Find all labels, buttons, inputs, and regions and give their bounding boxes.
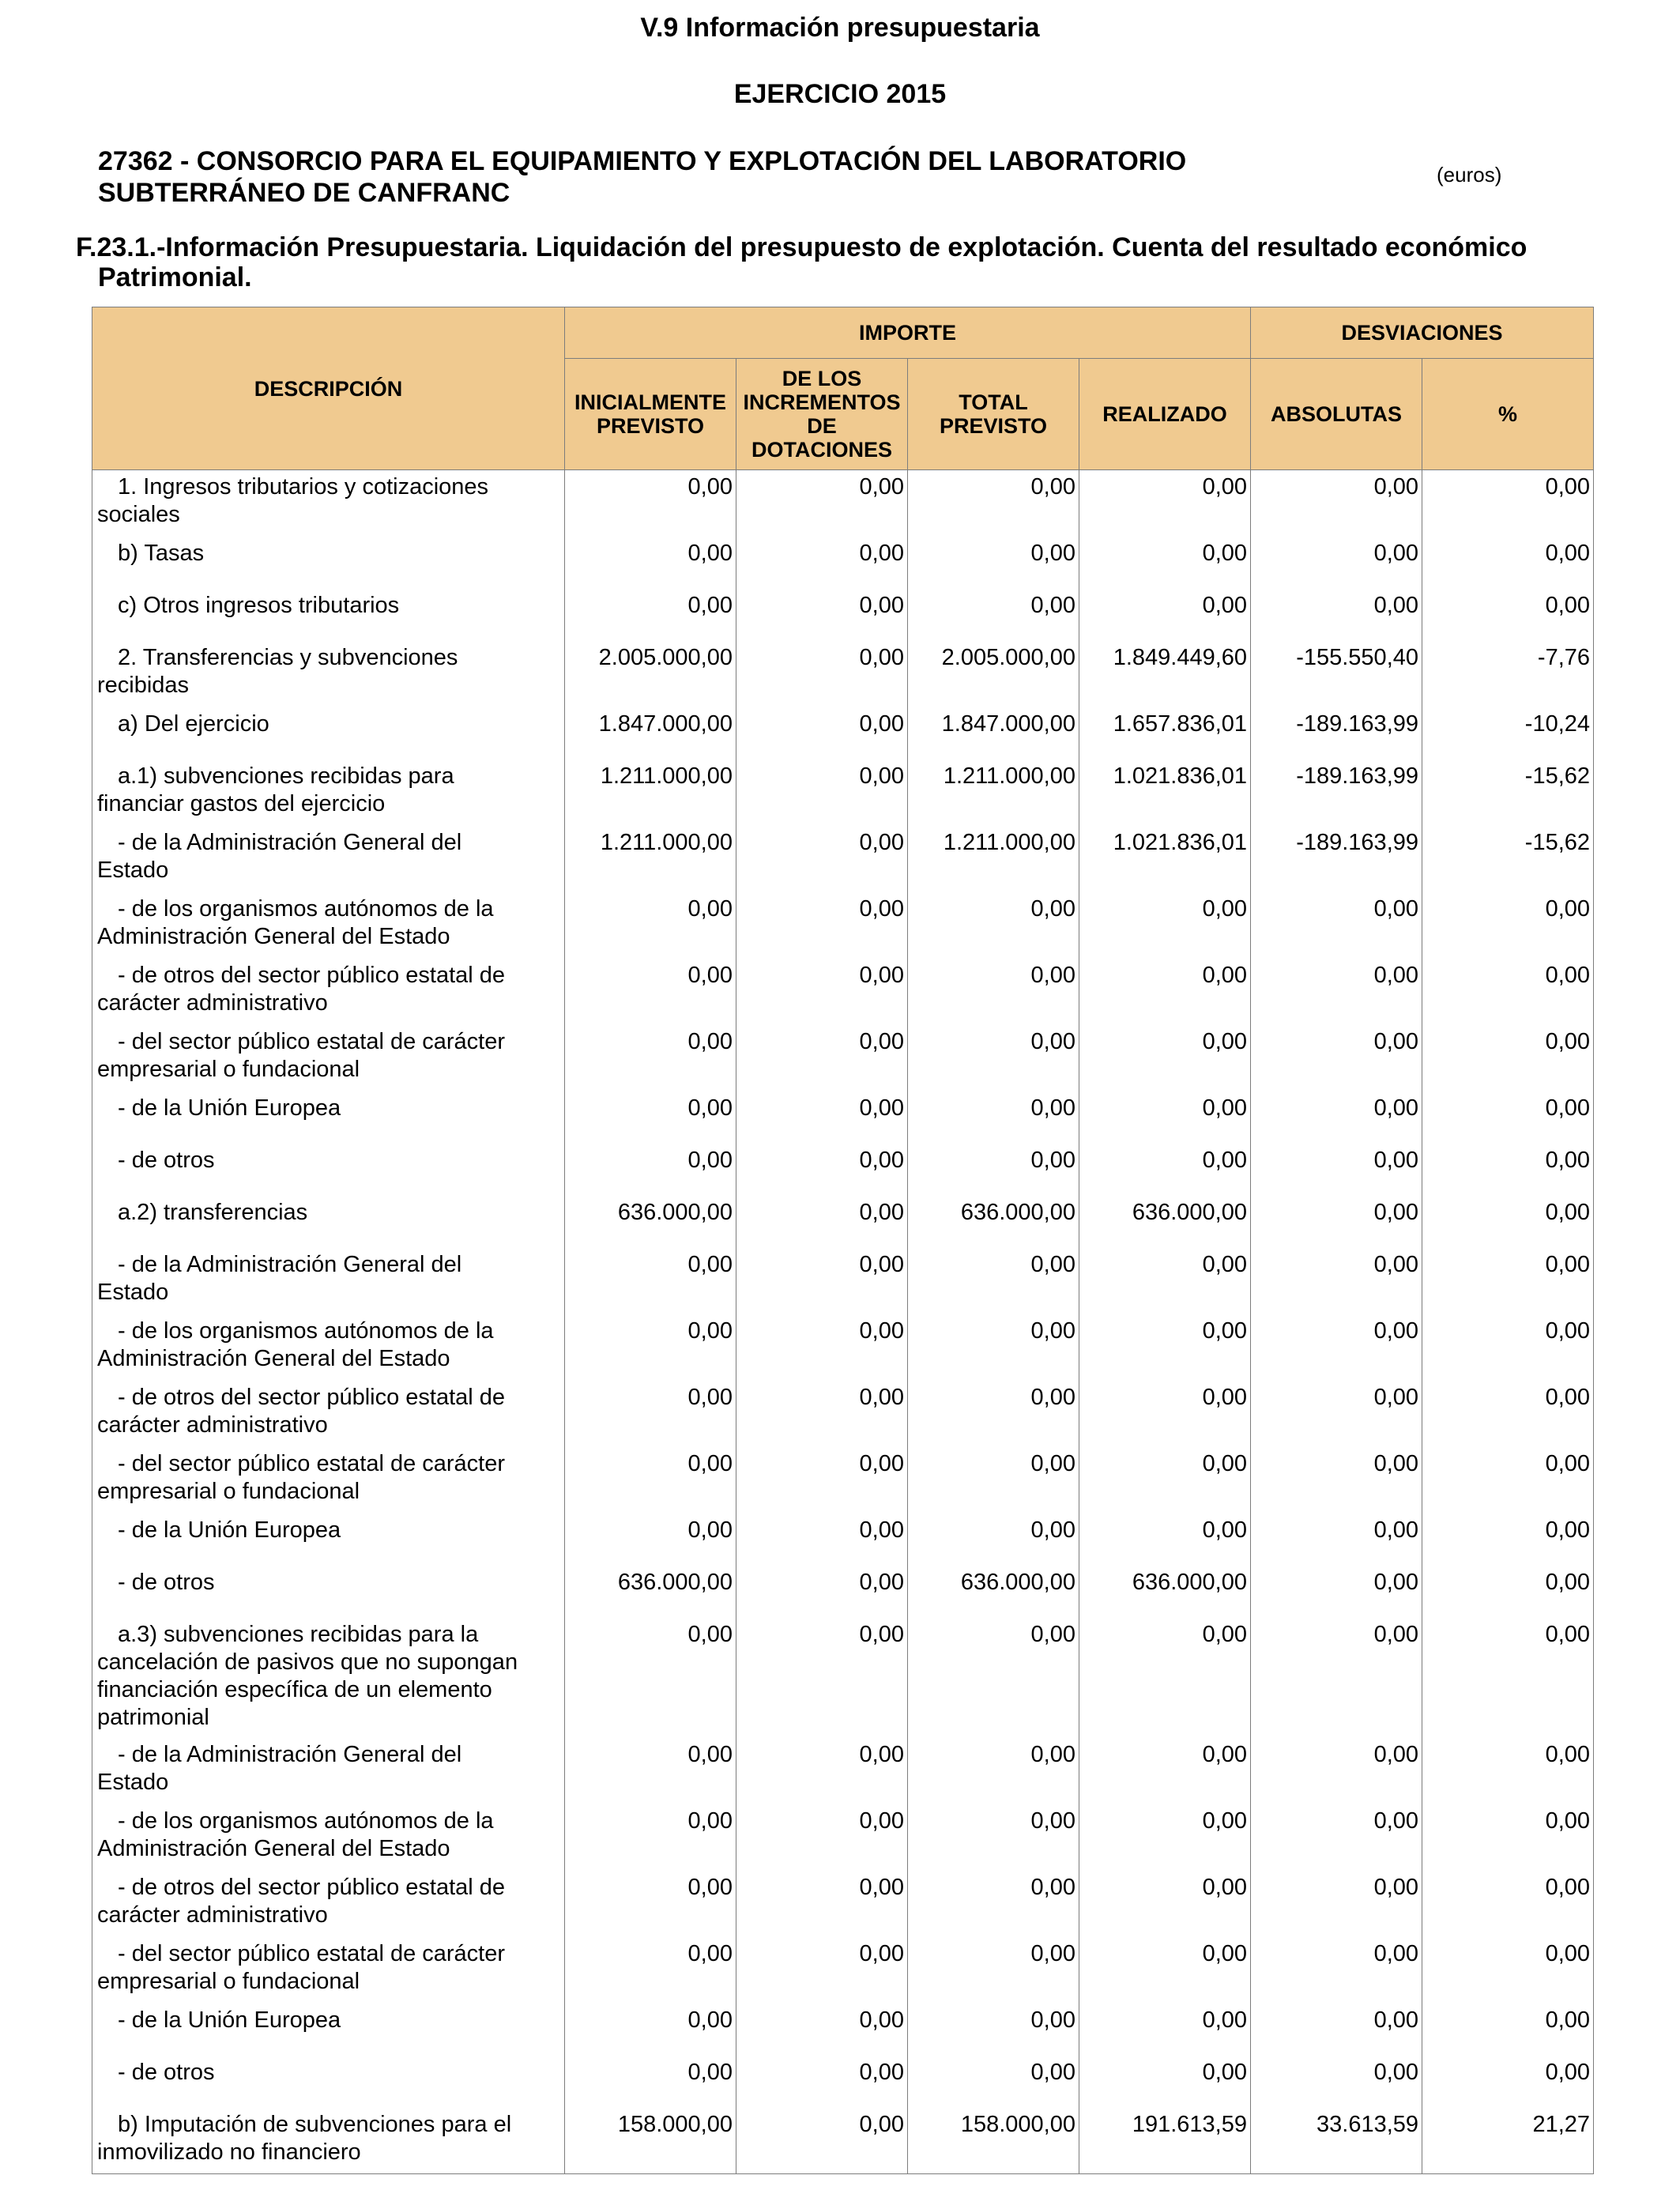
cell-inicialmente-previsto: 0,00 <box>565 1514 736 1566</box>
section-title: V.9 Información presupuestaria <box>640 13 1040 43</box>
cell-incrementos: 0,00 <box>736 2004 908 2056</box>
cell-total-previsto: 1.211.000,00 <box>908 826 1079 892</box>
cell-incrementos: 0,00 <box>736 1196 908 1248</box>
cell-incrementos: 0,00 <box>736 1381 908 1447</box>
cell-total-previsto: 0,00 <box>908 470 1079 537</box>
row-description-continuation: Administración General del Estado <box>97 1345 450 1371</box>
table-row <box>92 1248 1594 1314</box>
col-header-pct: % <box>1422 359 1594 470</box>
row-description-first-line: b) Tasas <box>118 540 205 566</box>
col-header-total-previsto: TOTAL PREVISTO <box>908 359 1079 470</box>
cell-realizado: 0,00 <box>1079 1248 1251 1314</box>
cell-total-previsto: 0,00 <box>908 2056 1079 2108</box>
table-row <box>92 1937 1594 2004</box>
cell-absolutas: 0,00 <box>1251 589 1422 641</box>
cell-pct: 0,00 <box>1422 1314 1594 1381</box>
row-description-continuation: empresarial o fundacional <box>97 1056 360 1082</box>
cell-pct: 0,00 <box>1422 1091 1594 1144</box>
cell-pct: 0,00 <box>1422 1566 1594 1618</box>
cell-inicialmente-previsto: 0,00 <box>565 1314 736 1381</box>
cell-realizado: 1.021.836,01 <box>1079 826 1251 892</box>
cell-absolutas: 0,00 <box>1251 1514 1422 1566</box>
cell-incrementos: 0,00 <box>736 537 908 589</box>
cell-incrementos: 0,00 <box>736 1248 908 1314</box>
table-row <box>92 1144 1594 1196</box>
cell-total-previsto: 0,00 <box>908 1248 1079 1314</box>
cell-absolutas: 0,00 <box>1251 1091 1422 1144</box>
table-row <box>92 826 1594 892</box>
row-description <box>92 589 565 641</box>
cell-inicialmente-previsto: 0,00 <box>565 1381 736 1447</box>
cell-realizado: 0,00 <box>1079 1144 1251 1196</box>
row-description <box>92 1514 565 1566</box>
cell-incrementos: 0,00 <box>736 1091 908 1144</box>
row-description-continuation: Estado <box>97 1279 169 1305</box>
row-description-continuation: Administración General del Estado <box>97 923 450 949</box>
cell-pct: -15,62 <box>1422 760 1594 826</box>
cell-total-previsto: 0,00 <box>908 589 1079 641</box>
cell-realizado: 0,00 <box>1079 1091 1251 1144</box>
cell-realizado: 0,00 <box>1079 589 1251 641</box>
cell-inicialmente-previsto: 0,00 <box>565 1091 736 1144</box>
cell-total-previsto: 0,00 <box>908 959 1079 1025</box>
cell-absolutas: 0,00 <box>1251 892 1422 959</box>
cell-absolutas: 0,00 <box>1251 2056 1422 2108</box>
cell-realizado: 0,00 <box>1079 2004 1251 2056</box>
cell-total-previsto: 0,00 <box>908 1144 1079 1196</box>
row-description <box>92 1248 565 1314</box>
cell-absolutas: 0,00 <box>1251 1196 1422 1248</box>
cell-pct: 0,00 <box>1422 2056 1594 2108</box>
table-row <box>92 892 1594 959</box>
cell-incrementos: 0,00 <box>736 707 908 760</box>
cell-incrementos: 0,00 <box>736 1144 908 1196</box>
cell-incrementos: 0,00 <box>736 826 908 892</box>
row-description <box>92 2056 565 2108</box>
cell-incrementos: 0,00 <box>736 2108 908 2174</box>
row-description-continuation: Estado <box>97 857 169 883</box>
table-row <box>92 707 1594 760</box>
row-description <box>92 1025 565 1091</box>
col-header-absolutas: ABSOLUTAS <box>1251 359 1422 470</box>
cell-pct: 0,00 <box>1422 892 1594 959</box>
cell-inicialmente-previsto: 0,00 <box>565 1447 736 1514</box>
row-description <box>92 1804 565 1871</box>
cell-pct: 0,00 <box>1422 1871 1594 1937</box>
row-description-continuation: empresarial o fundacional <box>97 1478 360 1504</box>
col-header-incrementos: DE LOS INCREMENTOS DE DOTACIONES <box>736 359 908 470</box>
cell-total-previsto: 0,00 <box>908 892 1079 959</box>
table-row <box>92 1566 1594 1618</box>
row-description <box>92 892 565 959</box>
table-row <box>92 959 1594 1025</box>
table-row <box>92 1871 1594 1937</box>
cell-inicialmente-previsto: 0,00 <box>565 1144 736 1196</box>
row-description-first-line: c) Otros ingresos tributarios <box>118 592 400 618</box>
cell-inicialmente-previsto: 0,00 <box>565 470 736 537</box>
cell-total-previsto: 636.000,00 <box>908 1566 1079 1618</box>
cell-incrementos: 0,00 <box>736 1025 908 1091</box>
cell-pct: 21,27 <box>1422 2108 1594 2174</box>
cell-realizado: 0,00 <box>1079 1618 1251 1738</box>
cell-incrementos: 0,00 <box>736 1447 908 1514</box>
cell-absolutas: 0,00 <box>1251 1248 1422 1314</box>
row-description-continuation: financiar gastos del ejercicio <box>97 790 386 816</box>
cell-total-previsto: 0,00 <box>908 537 1079 589</box>
cell-absolutas: 0,00 <box>1251 1618 1422 1738</box>
row-description-first-line: a) Del ejercicio <box>118 711 269 737</box>
cell-realizado: 0,00 <box>1079 1314 1251 1381</box>
row-description <box>92 1937 565 2004</box>
entity-name <box>98 145 1331 209</box>
cell-absolutas: 0,00 <box>1251 1804 1422 1871</box>
exercise-title: EJERCICIO 2015 <box>733 79 947 109</box>
cell-absolutas: 33.613,59 <box>1251 2108 1422 2174</box>
row-description-first-line: - del sector público estatal de carácter <box>118 1940 506 1966</box>
cell-pct: 0,00 <box>1422 1144 1594 1196</box>
row-description-first-line: - de la Administración General del <box>118 1251 462 1277</box>
cell-realizado: 0,00 <box>1079 1738 1251 1804</box>
cell-pct: 0,00 <box>1422 1025 1594 1091</box>
cell-realizado: 1.021.836,01 <box>1079 760 1251 826</box>
row-description <box>92 2004 565 2056</box>
cell-inicialmente-previsto: 0,00 <box>565 1871 736 1937</box>
cell-inicialmente-previsto: 1.847.000,00 <box>565 707 736 760</box>
cell-total-previsto: 1.847.000,00 <box>908 707 1079 760</box>
cell-pct: 0,00 <box>1422 1381 1594 1447</box>
cell-pct: 0,00 <box>1422 2004 1594 2056</box>
cell-incrementos: 0,00 <box>736 641 908 707</box>
entity-name-line1: 27362 - CONSORCIO PARA EL EQUIPAMIENTO Y EXPLOTACIÓN DEL LABORATORIO <box>98 146 1187 176</box>
cell-absolutas: -155.550,40 <box>1251 641 1422 707</box>
cell-pct: 0,00 <box>1422 1196 1594 1248</box>
cell-realizado: 0,00 <box>1079 2056 1251 2108</box>
cell-pct: 0,00 <box>1422 537 1594 589</box>
cell-inicialmente-previsto: 0,00 <box>565 537 736 589</box>
col-header-inicialmente-previsto: INICIALMENTE PREVISTO <box>565 359 736 470</box>
cell-pct: 0,00 <box>1422 1514 1594 1566</box>
cell-incrementos: 0,00 <box>736 1314 908 1381</box>
cell-incrementos: 0,00 <box>736 1937 908 2004</box>
row-description-first-line: - de la Administración General del <box>118 1741 462 1767</box>
cell-incrementos: 0,00 <box>736 1618 908 1738</box>
row-description <box>92 1314 565 1381</box>
row-description <box>92 1871 565 1937</box>
units-label: (euros) <box>1437 163 1502 187</box>
cell-total-previsto: 0,00 <box>908 1618 1079 1738</box>
cell-inicialmente-previsto: 0,00 <box>565 892 736 959</box>
cell-realizado: 0,00 <box>1079 537 1251 589</box>
cell-total-previsto: 2.005.000,00 <box>908 641 1079 707</box>
row-description <box>92 641 565 707</box>
cell-realizado: 0,00 <box>1079 1514 1251 1566</box>
cell-pct: 0,00 <box>1422 959 1594 1025</box>
table-title <box>76 232 1601 292</box>
cell-pct: 0,00 <box>1422 1248 1594 1314</box>
table-row <box>92 760 1594 826</box>
cell-absolutas: -189.163,99 <box>1251 826 1422 892</box>
cell-total-previsto: 0,00 <box>908 1381 1079 1447</box>
row-description-first-line: b) Imputación de subvenciones para el <box>118 2111 512 2137</box>
row-description-first-line: - de otros del sector público estatal de <box>118 962 506 988</box>
cell-pct: 0,00 <box>1422 470 1594 537</box>
cell-absolutas: 0,00 <box>1251 959 1422 1025</box>
row-description <box>92 470 565 537</box>
cell-incrementos: 0,00 <box>736 892 908 959</box>
cell-pct: 0,00 <box>1422 1937 1594 2004</box>
cell-absolutas: 0,00 <box>1251 537 1422 589</box>
cell-absolutas: 0,00 <box>1251 1381 1422 1447</box>
table-title-line1: F.23.1.-Información Presupuestaria. Liquidación del presupuesto de explotación. Cuenta del resultado económico <box>76 232 1527 262</box>
row-description-first-line: - del sector público estatal de carácter <box>118 1450 506 1476</box>
cell-pct: 0,00 <box>1422 1618 1594 1738</box>
row-description-first-line: - de otros <box>118 1569 215 1595</box>
table-row <box>92 1314 1594 1381</box>
cell-total-previsto: 0,00 <box>908 1091 1079 1144</box>
table-row <box>92 1447 1594 1514</box>
cell-incrementos: 0,00 <box>736 760 908 826</box>
cell-incrementos: 0,00 <box>736 589 908 641</box>
table-row <box>92 1804 1594 1871</box>
row-description <box>92 537 565 589</box>
cell-pct: 0,00 <box>1422 1447 1594 1514</box>
table-row <box>92 1738 1594 1804</box>
cell-pct: 0,00 <box>1422 1804 1594 1871</box>
table-title-line2: Patrimonial. <box>98 262 252 292</box>
row-description-first-line: - del sector público estatal de carácter <box>118 1028 506 1054</box>
row-description-first-line: - de otros <box>118 2059 215 2085</box>
table-row <box>92 1618 1594 1738</box>
table-row <box>92 2056 1594 2108</box>
cell-inicialmente-previsto: 0,00 <box>565 959 736 1025</box>
row-description <box>92 1091 565 1144</box>
cell-incrementos: 0,00 <box>736 1514 908 1566</box>
row-description <box>92 1196 565 1248</box>
cell-inicialmente-previsto: 0,00 <box>565 2004 736 2056</box>
cell-inicialmente-previsto: 0,00 <box>565 1804 736 1871</box>
cell-total-previsto: 158.000,00 <box>908 2108 1079 2174</box>
row-description <box>92 1738 565 1804</box>
row-description-first-line: a.2) transferencias <box>118 1199 308 1225</box>
cell-total-previsto: 0,00 <box>908 1447 1079 1514</box>
cell-total-previsto: 0,00 <box>908 1314 1079 1381</box>
cell-pct: 0,00 <box>1422 1738 1594 1804</box>
cell-inicialmente-previsto: 636.000,00 <box>565 1196 736 1248</box>
cell-incrementos: 0,00 <box>736 959 908 1025</box>
cell-absolutas: 0,00 <box>1251 1871 1422 1937</box>
table-row <box>92 589 1594 641</box>
row-description <box>92 707 565 760</box>
cell-realizado: 1.849.449,60 <box>1079 641 1251 707</box>
row-description-first-line: - de los organismos autónomos de la <box>118 895 494 922</box>
row-description-continuation: empresarial o fundacional <box>97 1968 360 1994</box>
cell-absolutas: 0,00 <box>1251 2004 1422 2056</box>
cell-realizado: 0,00 <box>1079 1025 1251 1091</box>
table-body <box>92 470 1594 2174</box>
cell-incrementos: 0,00 <box>736 1738 908 1804</box>
row-description-first-line: - de otros del sector público estatal de <box>118 1874 506 1900</box>
cell-total-previsto: 0,00 <box>908 1871 1079 1937</box>
cell-realizado: 0,00 <box>1079 470 1251 537</box>
cell-absolutas: 0,00 <box>1251 1937 1422 2004</box>
cell-realizado: 0,00 <box>1079 959 1251 1025</box>
cell-incrementos: 0,00 <box>736 1804 908 1871</box>
row-description <box>92 826 565 892</box>
cell-total-previsto: 0,00 <box>908 1025 1079 1091</box>
table-row <box>92 1025 1594 1091</box>
cell-inicialmente-previsto: 0,00 <box>565 1738 736 1804</box>
row-description <box>92 2108 565 2174</box>
cell-absolutas: 0,00 <box>1251 1447 1422 1514</box>
cell-absolutas: 0,00 <box>1251 470 1422 537</box>
table-row <box>92 1514 1594 1566</box>
row-description <box>92 1381 565 1447</box>
cell-total-previsto: 0,00 <box>908 1738 1079 1804</box>
col-header-importe: IMPORTE <box>565 307 1251 359</box>
row-description-first-line: a.1) subvenciones recibidas para <box>118 763 454 789</box>
row-description-continuation: carácter administrativo <box>97 1412 328 1438</box>
row-description-first-line: 2. Transferencias y subvenciones <box>118 644 458 670</box>
cell-realizado: 0,00 <box>1079 1937 1251 2004</box>
cell-realizado: 636.000,00 <box>1079 1196 1251 1248</box>
table-row <box>92 2108 1594 2174</box>
cell-realizado: 191.613,59 <box>1079 2108 1251 2174</box>
row-description-continuation: Administración General del Estado <box>97 1835 450 1861</box>
cell-incrementos: 0,00 <box>736 1566 908 1618</box>
cell-pct: 0,00 <box>1422 589 1594 641</box>
entity-name-line2: SUBTERRÁNEO DE CANFRANC <box>98 178 510 208</box>
row-description <box>92 1566 565 1618</box>
col-header-desviaciones: DESVIACIONES <box>1251 307 1594 359</box>
cell-realizado: 1.657.836,01 <box>1079 707 1251 760</box>
cell-absolutas: -189.163,99 <box>1251 760 1422 826</box>
cell-pct: -7,76 <box>1422 641 1594 707</box>
row-description-first-line: a.3) subvenciones recibidas para la <box>118 1621 479 1647</box>
cell-pct: -10,24 <box>1422 707 1594 760</box>
budget-table <box>92 307 1594 2174</box>
cell-total-previsto: 0,00 <box>908 2004 1079 2056</box>
cell-realizado: 0,00 <box>1079 1804 1251 1871</box>
row-description-first-line: - de la Unión Europea <box>118 1517 341 1543</box>
row-description-first-line: - de la Unión Europea <box>118 2007 341 2033</box>
row-description-continuation: Estado <box>97 1769 169 1795</box>
cell-realizado: 0,00 <box>1079 892 1251 959</box>
row-description <box>92 1144 565 1196</box>
table-row <box>92 1091 1594 1144</box>
cell-realizado: 0,00 <box>1079 1871 1251 1937</box>
table-row <box>92 2004 1594 2056</box>
row-description-first-line: 1. Ingresos tributarios y cotizaciones <box>118 474 489 499</box>
table-row <box>92 537 1594 589</box>
row-description-first-line: - de la Unión Europea <box>118 1095 341 1121</box>
cell-inicialmente-previsto: 0,00 <box>565 1025 736 1091</box>
cell-absolutas: 0,00 <box>1251 1738 1422 1804</box>
cell-inicialmente-previsto: 0,00 <box>565 589 736 641</box>
cell-incrementos: 0,00 <box>736 1871 908 1937</box>
col-header-descripcion: DESCRIPCIÓN <box>92 307 565 470</box>
table-row <box>92 470 1594 537</box>
cell-realizado: 0,00 <box>1079 1381 1251 1447</box>
row-description-first-line: - de los organismos autónomos de la <box>118 1808 494 1834</box>
cell-absolutas: 0,00 <box>1251 1144 1422 1196</box>
row-description-first-line: - de otros del sector público estatal de <box>118 1384 506 1410</box>
cell-total-previsto: 636.000,00 <box>908 1196 1079 1248</box>
cell-inicialmente-previsto: 636.000,00 <box>565 1566 736 1618</box>
row-description-continuation: sociales <box>97 502 180 527</box>
col-header-realizado: REALIZADO <box>1079 359 1251 470</box>
cell-inicialmente-previsto: 0,00 <box>565 1618 736 1738</box>
cell-absolutas: 0,00 <box>1251 1314 1422 1381</box>
cell-total-previsto: 0,00 <box>908 1514 1079 1566</box>
cell-pct: -15,62 <box>1422 826 1594 892</box>
cell-inicialmente-previsto: 0,00 <box>565 1937 736 2004</box>
cell-inicialmente-previsto: 158.000,00 <box>565 2108 736 2174</box>
cell-incrementos: 0,00 <box>736 2056 908 2108</box>
table-row <box>92 1196 1594 1248</box>
cell-absolutas: -189.163,99 <box>1251 707 1422 760</box>
cell-total-previsto: 0,00 <box>908 1937 1079 2004</box>
row-description-continuation: cancelación de pasivos que no supongan financiación específica de un elemento patrimonial <box>97 1649 518 1730</box>
cell-inicialmente-previsto: 2.005.000,00 <box>565 641 736 707</box>
cell-total-previsto: 0,00 <box>908 1804 1079 1871</box>
row-description <box>92 959 565 1025</box>
cell-absolutas: 0,00 <box>1251 1025 1422 1091</box>
table-row <box>92 1381 1594 1447</box>
cell-inicialmente-previsto: 1.211.000,00 <box>565 760 736 826</box>
row-description <box>92 1447 565 1514</box>
row-description-first-line: - de otros <box>118 1147 215 1173</box>
row-description <box>92 760 565 826</box>
row-description <box>92 1618 565 1738</box>
cell-inicialmente-previsto: 1.211.000,00 <box>565 826 736 892</box>
cell-realizado: 0,00 <box>1079 1447 1251 1514</box>
cell-incrementos: 0,00 <box>736 470 908 537</box>
row-description-first-line: - de la Administración General del <box>118 829 462 855</box>
row-description-continuation: inmovilizado no financiero <box>97 2139 361 2165</box>
cell-inicialmente-previsto: 0,00 <box>565 2056 736 2108</box>
row-description-continuation: recibidas <box>97 672 190 698</box>
cell-inicialmente-previsto: 0,00 <box>565 1248 736 1314</box>
row-description-first-line: - de los organismos autónomos de la <box>118 1318 494 1344</box>
row-description-continuation: carácter administrativo <box>97 990 328 1016</box>
table-row <box>92 641 1594 707</box>
row-description-continuation: carácter administrativo <box>97 1902 328 1928</box>
cell-absolutas: 0,00 <box>1251 1566 1422 1618</box>
cell-total-previsto: 1.211.000,00 <box>908 760 1079 826</box>
cell-realizado: 636.000,00 <box>1079 1566 1251 1618</box>
